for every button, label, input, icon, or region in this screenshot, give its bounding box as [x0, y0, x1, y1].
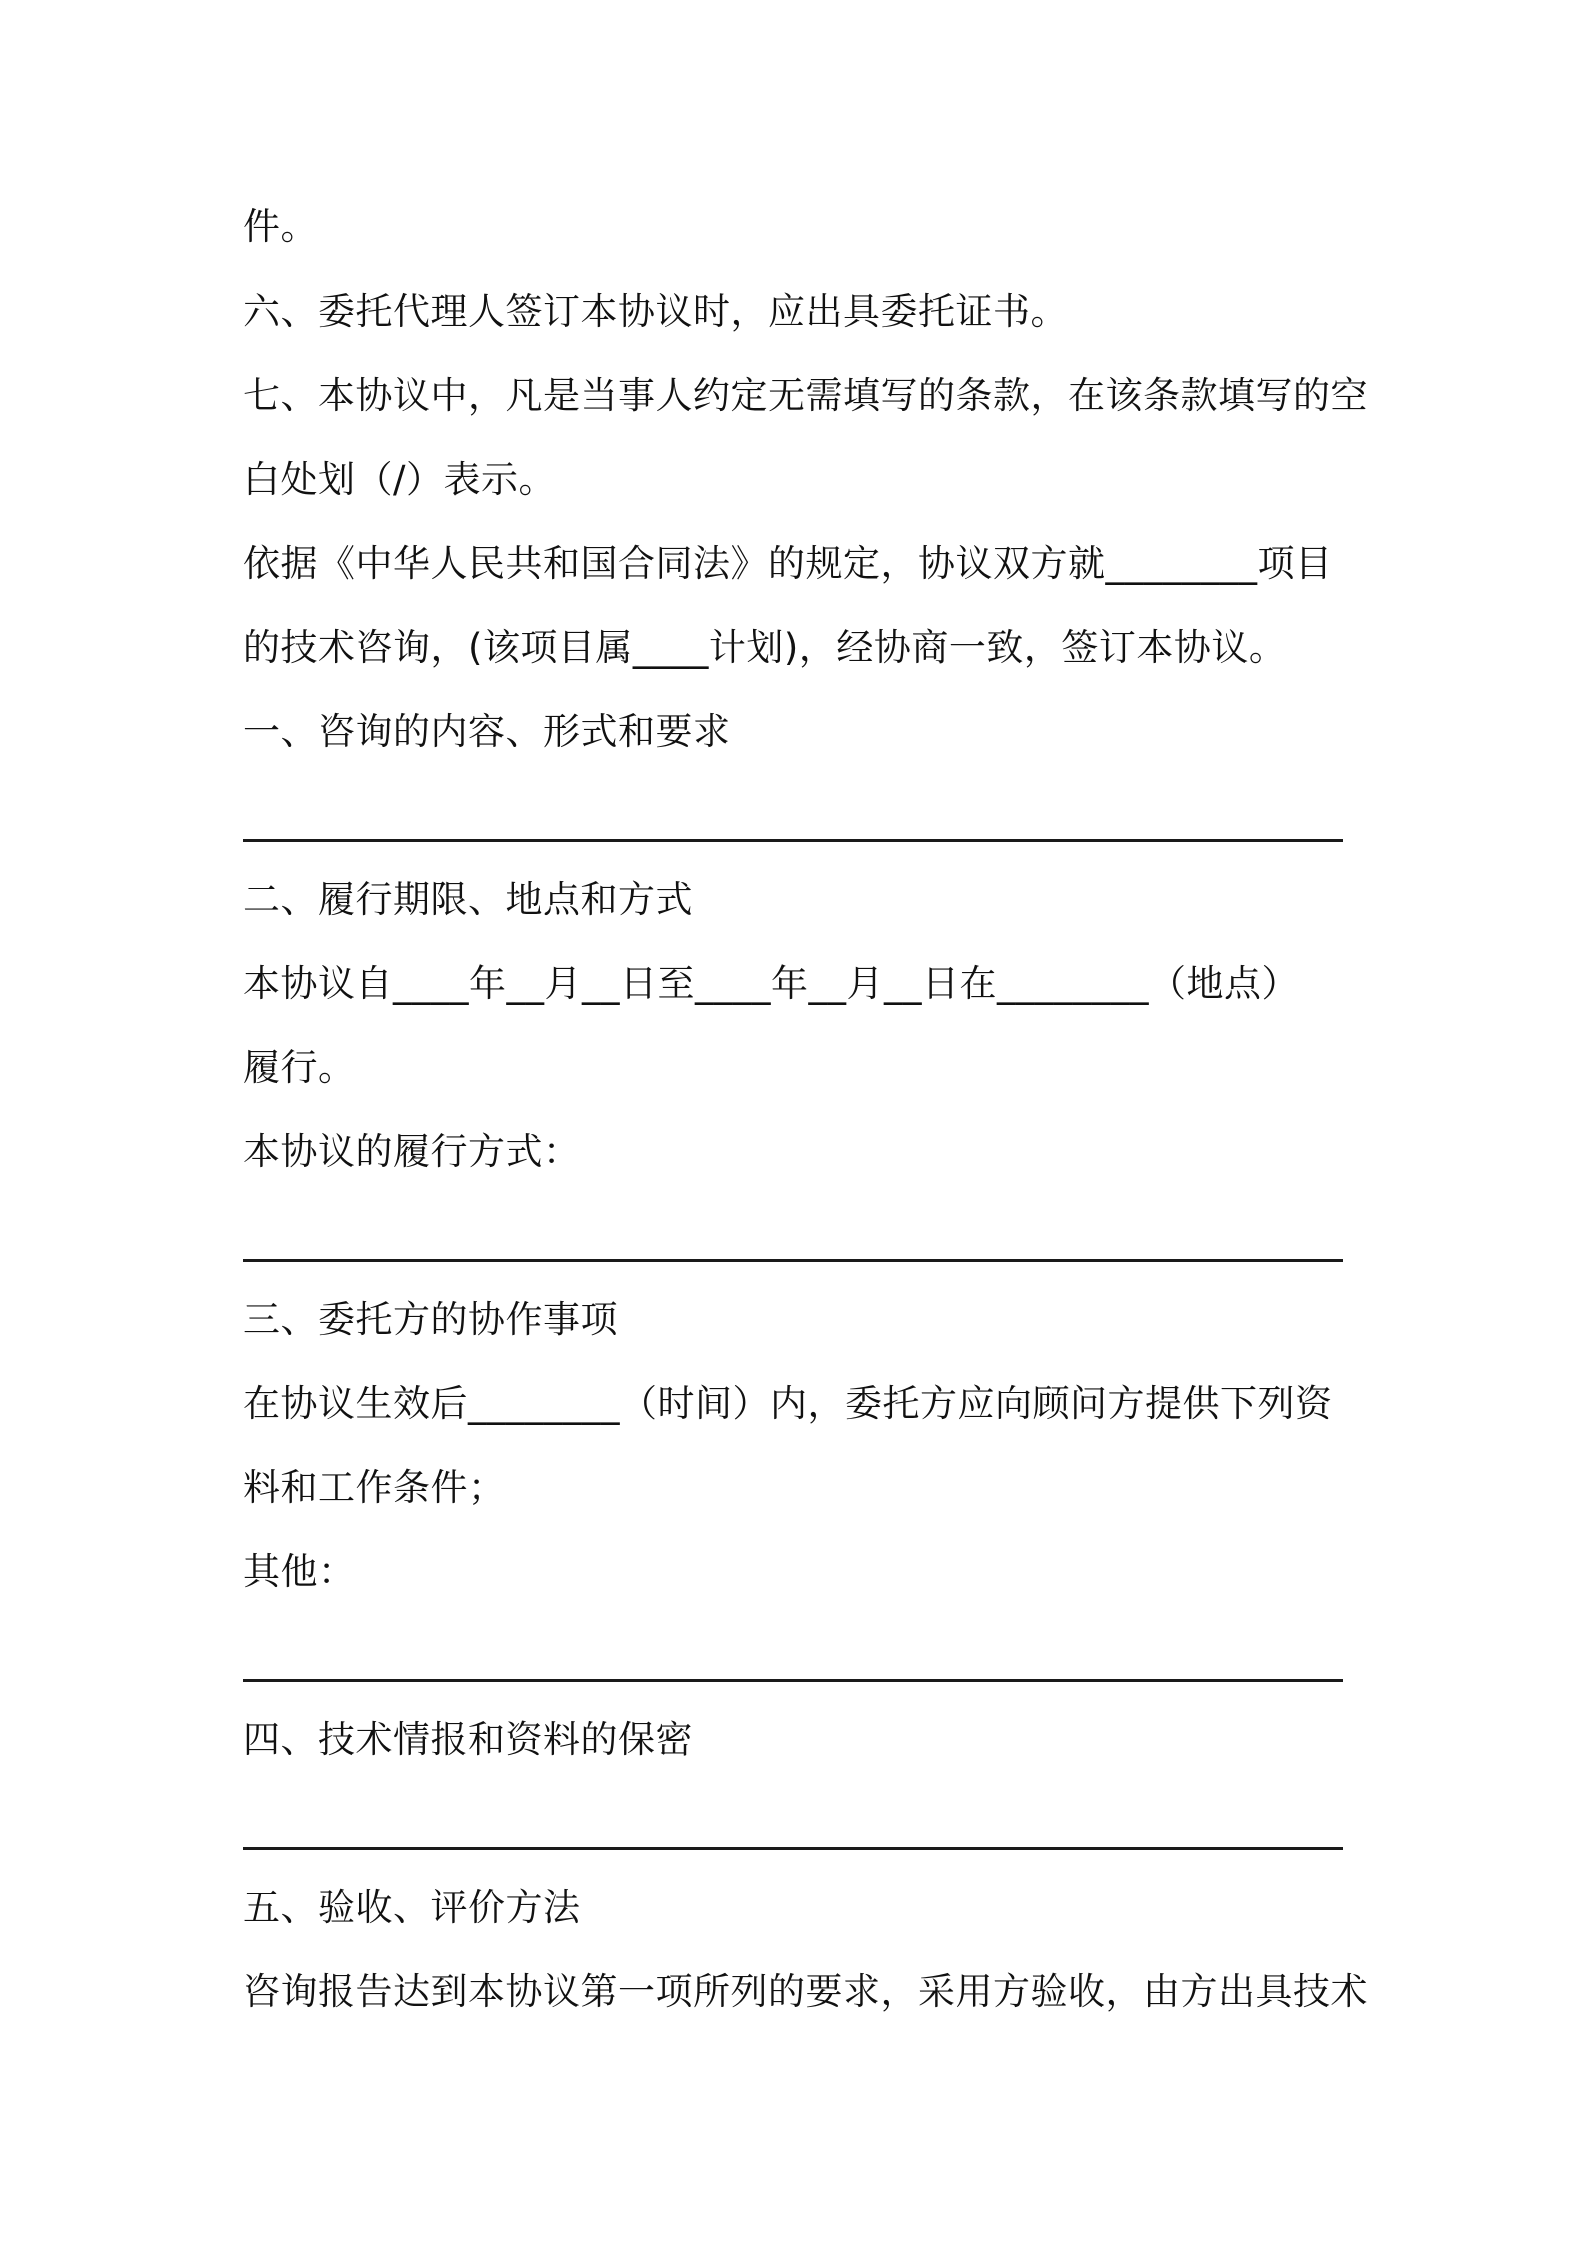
preamble: 依据《中华人民共和国合同法》的规定，协议双方就________项目: [243, 542, 1333, 585]
fill-in-line: [243, 1259, 1343, 1262]
fill-in-line: [243, 1679, 1343, 1682]
fill-in-line: [243, 839, 1343, 842]
section-heading-4: 四、技术情报和资料的保密: [243, 1718, 693, 1761]
text-line: 的技术咨询，(该项目属____计划)，经协商一致，签订本协议。: [243, 626, 1287, 669]
text-line: 履行。: [243, 1046, 356, 1089]
fill-in-line: [243, 1847, 1343, 1850]
clause-seven: 七、本协议中，凡是当事人约定无需填写的条款，在该条款填写的空: [243, 374, 1368, 417]
section-heading-5: 五、验收、评价方法: [243, 1886, 581, 1929]
text-line: 在协议生效后________（时间）内，委托方应向顾问方提供下列资: [243, 1382, 1333, 1425]
text-line: 咨询报告达到本协议第一项所列的要求，采用方验收，由方出具技术: [243, 1970, 1368, 2013]
section-heading-2: 二、履行期限、地点和方式: [243, 878, 693, 921]
text-line: 件。: [243, 205, 318, 248]
text-line: 本协议的履行方式：: [243, 1130, 581, 1173]
text-line: 本协议自____年__月__日至____年__月__日在________（地点）: [243, 962, 1299, 1005]
text-line: 白处划（/）表示。: [243, 458, 556, 501]
section-heading-3: 三、委托方的协作事项: [243, 1298, 618, 1341]
text-line: 料和工作条件；: [243, 1466, 506, 1509]
section-heading-1: 一、咨询的内容、形式和要求: [243, 710, 731, 753]
clause-six: 六、委托代理人签订本协议时，应出具委托证书。: [243, 290, 1068, 333]
text-line: 其他：: [243, 1550, 356, 1593]
